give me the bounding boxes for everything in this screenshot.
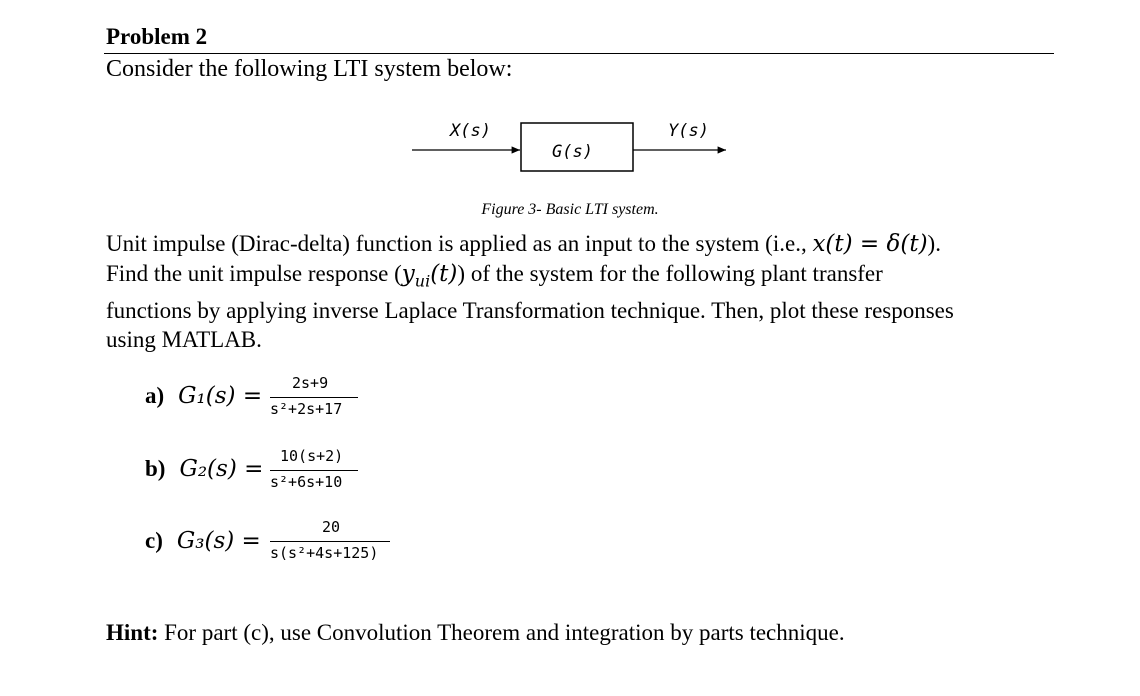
part-a: [145, 383, 262, 409]
title-underline: [104, 53, 1054, 54]
part-b-lhs: G₂(s) =: [179, 456, 264, 482]
part-c-label: c): [145, 528, 163, 553]
problem-paragraph: [106, 229, 1036, 354]
part-b-numerator: 10(s+2): [280, 447, 344, 465]
part-b-fraction-bar: [270, 470, 358, 471]
part-a-lhs: G₁(s) =: [178, 383, 263, 409]
figure-caption: Figure 3- Basic LTI system.: [481, 201, 659, 218]
part-a-label: a): [145, 383, 165, 408]
problem-title: Problem 2: [106, 24, 208, 49]
part-a-fraction-bar: [270, 397, 358, 398]
output-label: Y(s): [668, 121, 709, 141]
block-diagram: [400, 112, 740, 182]
part-b-denominator: s²+6s+10: [270, 473, 343, 491]
part-a-numerator: 2s+9: [292, 374, 329, 392]
part-c-denominator: s(s²+4s+125): [270, 544, 379, 562]
part-a-denominator: s²+2s+17: [270, 400, 343, 418]
part-c: [145, 528, 261, 554]
part-c-numerator: 20: [322, 518, 341, 536]
hint-label: Hint:: [106, 620, 159, 645]
block-label: G(s): [552, 142, 593, 162]
hint-text: [106, 620, 845, 646]
paragraph-line-2: Find the unit impulse response $(y_{ui}(t))$ of the system for the following plant transfer: [106, 261, 883, 291]
paragraph-line-4: using MATLAB.: [106, 326, 262, 352]
part-c-fraction-bar: [270, 541, 390, 542]
intro-text: Consider the following LTI system below:: [106, 56, 513, 82]
part-b-label: b): [145, 456, 166, 481]
input-label: X(s): [450, 121, 491, 141]
paragraph-line-1: Unit impulse (Dirac-delta) function is applied as an input to the system (i.e., x(t) = δ(t)).: [106, 231, 941, 257]
part-c-lhs: G₃(s) =: [176, 528, 261, 554]
hint-body: For part (c), use Convolution Theorem and integration by parts technique.: [158, 620, 845, 645]
part-b: [145, 456, 263, 482]
paragraph-line-3: functions by applying inverse Laplace Transformation technique. Then, plot these responses: [106, 297, 954, 323]
